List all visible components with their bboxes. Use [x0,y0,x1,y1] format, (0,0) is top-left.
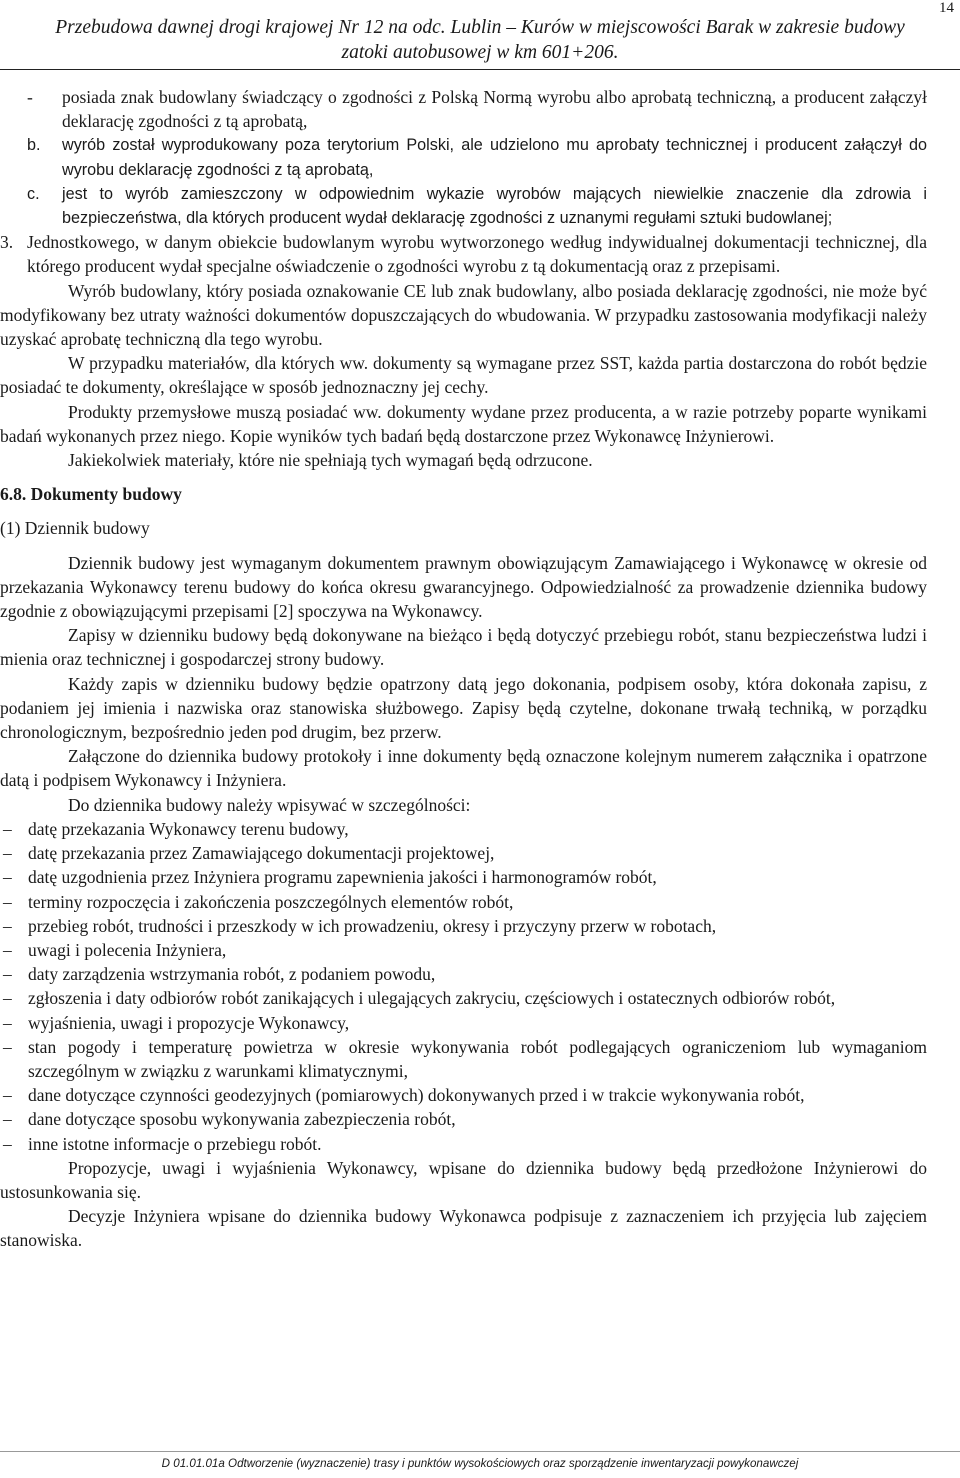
list-item-text: przebieg robót, trudności i przeszkody w ich prowadzeniu, okresy i przyczyny przerw w robotach, [28,915,717,936]
list-item [0,865,927,889]
paragraph: Dziennik budowy jest wymaganym dokumentem prawnym obowiązującym Zamawiającego i Wykonawcę w okresie od przekazania Wykonawcy terenu budowy do końca okresu gwarancyjnego. Odpowiedzialność za prowadzenie dziennika budowy zgodnie z obowiązującymi przepisami [2] spoczywa na Wykonawcy. [0,552,927,622]
dash-marker: – [3,1133,12,1154]
list-marker: - [27,87,33,107]
dash-marker: – [3,1109,12,1130]
list-item-text: datę uzgodnienia przez Inżyniera programu zapewnienia jakości i harmonogramów robót, [28,867,657,888]
list-item [0,1107,927,1131]
list-item-text: Jednostkowego, w danym obiekcie budowlanym wyrobu wytworzonego według indywidualnej dokumentacji technicznej, dla którego producent wydał specjalne oświadczenie o zgodności wyrobu z tą dokumentacją oraz z przepisami. [27,232,927,277]
list-item-text: posiada znak budowlany świadczący o zgodności z Polską Normą wyrobu albo aprobatą techniczną, a producent załączył deklarację zgodności z tą aprobatą, [62,87,927,132]
list-item [0,1083,927,1107]
paragraph: Do dziennika budowy należy wpisywać w szczególności: [68,794,471,815]
list-item [0,938,927,962]
dash-marker: – [3,939,12,960]
page-number: 14 [939,0,954,16]
document-body [0,85,927,1253]
list-item-text: wyrób został wyprodukowany poza terytorium Polski, ale udzielono mu aprobaty technicznej i producent załączył do wyrobu deklarację zgodności z tą aprobatą, [62,136,927,179]
dash-marker: – [3,964,12,985]
list-item [0,962,927,986]
dash-marker: – [3,915,12,936]
list-item-text: dane dotyczące czynności geodezyjnych (pomiarowych) dokonywanych przed i w trakcie wykonywania robót, [28,1085,805,1106]
list-item [0,890,927,914]
list-item [0,914,927,938]
list-item-text: datę przekazania Wykonawcy terenu budowy, [28,818,349,839]
list-item [0,85,927,133]
paragraph: Zapisy w dzienniku budowy będą dokonywane na bieżąco i będą dotyczyć przebiegu robót, stanu bezpieczeństwa ludzi i mienia oraz technicznej i gospodarczej strony budowy. [0,625,927,670]
list-marker: 3. [0,232,14,253]
list-item [0,841,927,865]
dash-marker: – [3,891,12,912]
paragraph: Decyzje Inżyniera wpisane do dziennika budowy Wykonawca podpisuje z zaznaczeniem ich przyjęcia lub zajęciem stanowiska. [0,1206,927,1251]
subsection-title: (1) Dziennik budowy [0,518,150,539]
paragraph: Załączone do dziennika budowy protokoły i inne dokumenty będą oznaczone kolejnym numerem załącznika i opatrzone datą i podpisem Wykonawcy i Inżyniera. [0,746,927,791]
list-item [0,1035,927,1083]
numbered-item [0,230,927,278]
paragraph: Jakiekolwiek materiały, które nie spełniają tych wymagań będą odrzucone. [68,450,593,471]
list-item-text: terminy rozpoczęcia i zakończenia poszczególnych elementów robót, [28,891,514,912]
section-title: 6.8. Dokumenty budowy [0,484,182,505]
list-item-text: dane dotyczące sposobu wykonywania zabezpieczenia robót, [28,1109,456,1130]
paragraph: Każdy zapis w dzienniku budowy będzie opatrzony datą jego dokonania, podpisem osoby, która dokonała zapisu, z podaniem jej imienia i nazwiska oraz stanowiska służbowego. Zapisy będą czytelne, dokonane trwałą techniką, w porządku chronologicznym, bezpośrednio jeden pod drugim, bez przerw. [0,673,927,743]
list-item-text: datę przekazania przez Zamawiającego dokumentacji projektowej, [28,843,495,864]
list-item-text: inne istotne informacje o przebiegu robót. [28,1133,322,1154]
list-item-text: stan pogody i temperaturę powietrza w okresie wykonywania robót podlegających ograniczeniom lub wymaganiom szczególnym w związku z warunkami klimatycznymi, [28,1036,927,1081]
dash-marker: – [3,843,12,864]
list-item [0,1132,927,1156]
list-item-text: uwagi i polecenia Inżyniera, [28,939,227,960]
dash-marker: – [3,818,12,839]
list-marker: c. [27,184,40,203]
dash-marker: – [3,1036,12,1057]
header-line-1: Przebudowa dawnej drogi krajowej Nr 12 na odc. Lublin – Kurów w miejscowości Barak w zakresie budowy [55,17,905,38]
paragraph: Produkty przemysłowe muszą posiadać ww. dokumenty wydane przez producenta, a w razie potrzeby poparte wynikami badań wykonanych przez niego. Kopie wyników tych badań będą dostarczone przez Wykonawcę Inżynierowi. [0,401,927,446]
list-item-text: daty zarządzenia wstrzymania robót, z podaniem powodu, [28,964,436,985]
list-item-text: zgłoszenia i daty odbiorów robót zanikających i ulegających zakryciu, częściowych i ostatecznych odbiorów robót, [28,988,836,1009]
list-item [0,817,927,841]
paragraph: Wyrób budowlany, który posiada oznakowanie CE lub znak budowlany, albo posiada deklarację zgodności, nie może być modyfikowany bez utraty ważności dokumentów dopuszczających do wbudowania. W przypadku zastosowania modyfikacji należy uzyskać aprobatę techniczną dla tego wyrobu. [0,280,927,350]
list-item [0,182,927,230]
footer-divider [0,1451,960,1452]
dash-marker: – [3,867,12,888]
dash-marker: – [3,988,12,1009]
list-item [0,133,927,181]
dash-marker: – [3,1085,12,1106]
paragraph: Propozycje, uwagi i wyjaśnienia Wykonawcy, wpisane do dziennika budowy będą przedłożone Inżynierowi do ustosunkowania się. [0,1157,927,1202]
list-marker: b. [27,136,41,155]
list-item [0,1011,927,1035]
list-item-text: wyjaśnienia, uwagi i propozycje Wykonawcy, [28,1012,350,1033]
list-item-text: jest to wyrób zamieszczony w odpowiednim wykazie wyrobów mających niewielkie znaczenie dla zdrowia i bezpieczeństwa, dla których producent wydał deklarację zgodności z uznanymi regułami sztuki budowlanej; [62,184,927,228]
list-item [0,986,927,1010]
paragraph: W przypadku materiałów, dla których ww. dokumenty są wymagane przez SST, każda partia dostarczona do robót będzie posiadać te dokumenty, określające w sposób jednoznaczny jej cechy. [0,353,927,398]
header-line-2: zatoki autobusowej w km 601+206. [341,42,619,63]
running-footer: D 01.01.01a Odtworzenie (wyznaczenie) trasy i punktów wysokościowych oraz sporządzenie inwentaryzacji powykonawczej [161,1457,799,1470]
dash-marker: – [3,1012,12,1033]
running-header [0,15,960,65]
header-divider [0,69,960,70]
bullet-list [0,817,927,1156]
